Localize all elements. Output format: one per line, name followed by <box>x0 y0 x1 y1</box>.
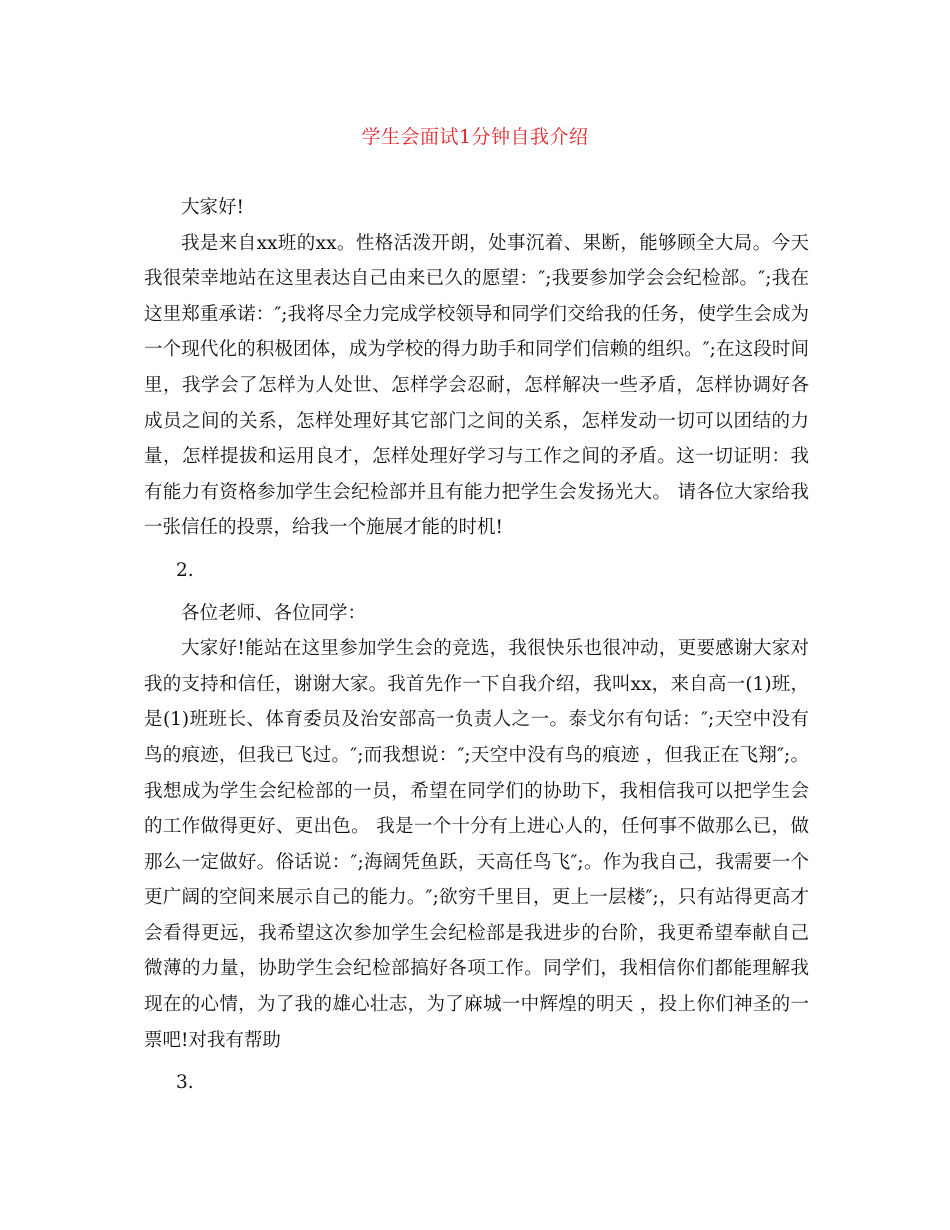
greeting-paragraph: 大家好! <box>181 197 244 218</box>
document-body <box>144 190 809 1101</box>
section-number-2: 2. <box>176 559 194 581</box>
speech-2-paragraph: 大家好!能站在这里参加学生会的竞选，我很快乐也很冲动，更要感谢大家对我的支持和信任，谢谢大家。我首先作一下自我介绍，我叫xx，来自高一(1)班，是(1)班班长、体育委员及治安部高一负责人之一。泰戈尔有句话：″;天空中没有鸟的痕迹，但我已飞过。″;而我想说：″;天空中没有鸟的痕迹 ，但我正在飞翔″;。我想成为学生会纪检部的一员，希望在同学们的协助下，我相信我可以把学生会的工作做得更好、更出色。 我是一个十分有上进心人的，任何事不做那么已，做那么一定做好。俗话说：″;海阔凭鱼跃，天高任鸟飞″;。作为我自己，我需要一个更广阔的空间来展示自己的能力。″;欲穷千里目，更上一层楼″;，只有站得更高才会看得更远，我希望这次参加学生会纪检部是我进步的台阶，我更希望奉献自己微薄的力量，协助学生会纪检部搞好各项工作。同学们，我相信你们都能理解我现在的心情，为了我的雄心壮志，为了麻城一中辉煌的明天 ，投上你们神圣的一票吧!对我有帮助 <box>144 638 809 1051</box>
document-title: 学生会面试1分钟自我介绍 <box>361 126 589 148</box>
salutation-paragraph: 各位老师、各位同学： <box>181 602 367 624</box>
section-number-3: 3. <box>176 1072 194 1094</box>
speech-1-paragraph: 我是来自xx班的xx。性格活泼开朗，处事沉着、果断，能够顾全大局。今天我很荣幸地站在这里表达自己由来已久的愿望：″;我要参加学会会纪检部。″;我在这里郑重承诺：″;我将尽全力完成学校领导和同学们交给我的任务，使学生会成为一个现代化的积极团体，成为学校的得力助手和同学们信赖的组织。″;在这段时间里，我学会了怎样为人处世、怎样学会忍耐，怎样解决一些矛盾，怎样协调好各成员之间的关系，怎样处理好其它部门之间的关系，怎样发动一切可以团结的力量，怎样提拔和运用良才，怎样处理好学习与工作之间的矛盾。这一切证明：我有能力有资格参加学生会纪检部并且有能力把学生会发扬光大。 请各位大家给我一张信任的投票，给我一个施展才能的时机! <box>144 232 809 539</box>
